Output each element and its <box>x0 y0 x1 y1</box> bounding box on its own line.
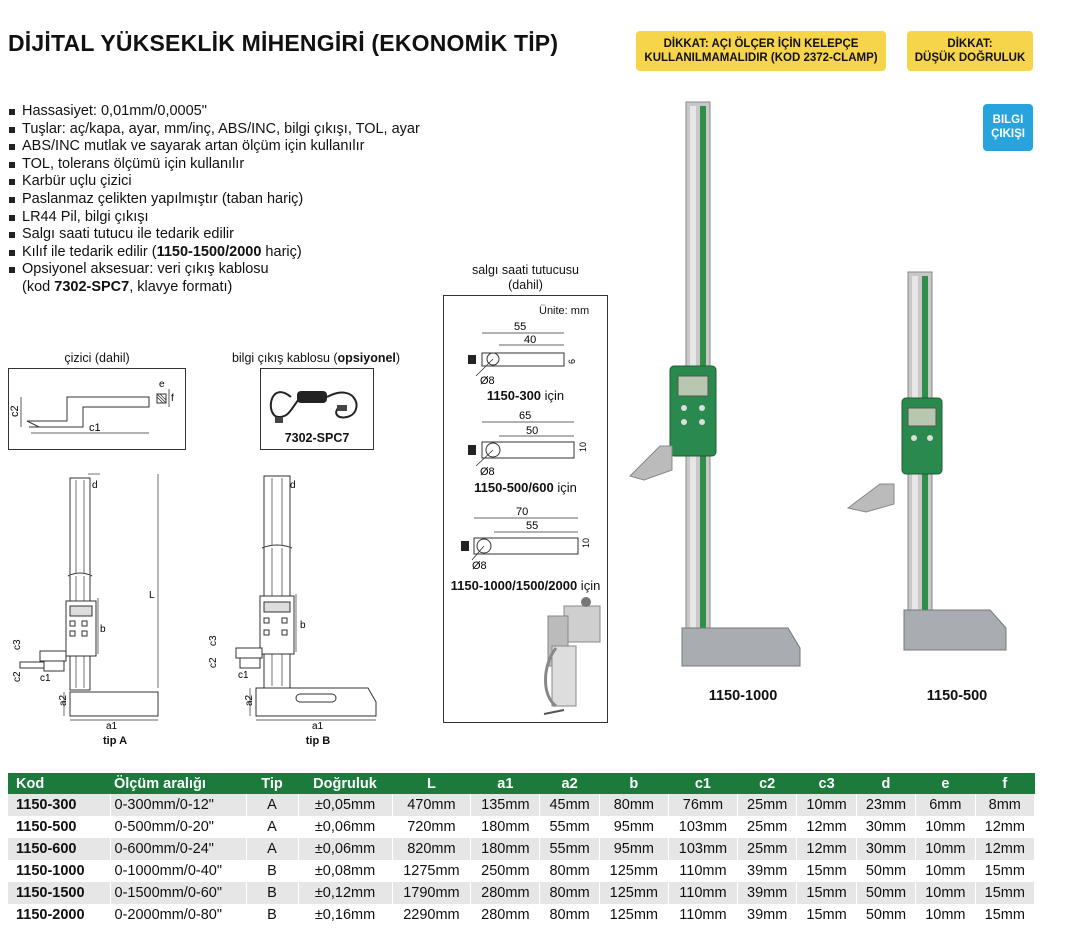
cable-caption-pre: bilgi çıkış kablosu ( <box>231 351 338 365</box>
table-cell: 15mm <box>797 882 856 904</box>
table-cell-code: 1150-500 <box>8 816 110 838</box>
table-cell: 0-1500mm/0-60" <box>110 882 246 904</box>
table-cell: 50mm <box>856 860 915 882</box>
table-cell: 95mm <box>599 838 668 860</box>
clamp-warning-badge: DİKKAT: AÇI ÖLÇER İÇİN KELEPÇE KULLANILMAMALIDIR (KOD 2372-CLAMP) <box>636 31 886 71</box>
table-cell: 0-300mm/0-12" <box>110 794 246 816</box>
holder-caption-line2: (dahil) <box>508 278 543 292</box>
opt-pre: (kod <box>22 278 55 295</box>
table-cell: 1790mm <box>392 882 471 904</box>
product-photo-1150-1000 <box>620 96 820 676</box>
table-cell: B <box>246 904 298 926</box>
d3-height-label: 10 <box>581 537 591 548</box>
table-cell: 0-1000mm/0-40" <box>110 860 246 882</box>
table-header: c3 <box>797 773 856 794</box>
table-header: b <box>599 773 668 794</box>
type-b-drawing <box>200 466 384 736</box>
table-header: c2 <box>737 773 796 794</box>
table-cell: 80mm <box>540 904 599 926</box>
table-cell-code: 1150-300 <box>8 794 110 816</box>
case-pre: Kılıf ile tedarik edilir ( <box>22 243 157 260</box>
table-header: d <box>856 773 915 794</box>
table-cell: 10mm <box>916 860 975 882</box>
type-a-label-L: L <box>149 590 155 601</box>
d3-suffix: için <box>577 578 601 593</box>
table-cell: 10mm <box>916 882 975 904</box>
type-a-label-a2: a2 <box>58 694 69 706</box>
feature-item: Karbür uçlu çizici <box>8 173 420 191</box>
d2-inner-label: 50 <box>526 425 539 437</box>
table-cell: 12mm <box>975 838 1034 860</box>
spec-table <box>8 773 1035 926</box>
table-cell: 110mm <box>668 904 737 926</box>
table-cell-code: 1150-1500 <box>8 882 110 904</box>
table-cell: ±0,06mm <box>298 838 392 860</box>
table-row <box>8 794 1035 816</box>
scriber-svg <box>9 369 185 449</box>
table-header-row <box>8 773 1035 794</box>
type-a-label-c2: c2 <box>12 671 23 682</box>
table-cell: 180mm <box>471 838 540 860</box>
scriber-label-c2: c2 <box>9 405 21 417</box>
table-cell: 8mm <box>975 794 1034 816</box>
cable-caption <box>216 351 416 365</box>
table-header: Ölçüm aralığı <box>110 773 246 794</box>
table-cell: 10mm <box>916 904 975 926</box>
table-cell: 55mm <box>540 816 599 838</box>
type-b-label-a2: a2 <box>244 694 255 706</box>
table-cell: 10mm <box>916 838 975 860</box>
type-b-label-b: b <box>300 620 306 631</box>
scriber-drawing <box>8 368 186 450</box>
opt-post: , klavye formatı) <box>129 278 233 295</box>
table-cell: B <box>246 860 298 882</box>
d2-suffix: için <box>553 480 577 495</box>
table-cell: 12mm <box>797 838 856 860</box>
table-cell: 55mm <box>540 838 599 860</box>
table-cell: 0-2000mm/0-80" <box>110 904 246 926</box>
type-a-drawing <box>4 466 176 736</box>
type-b-label-c1: c1 <box>238 670 249 681</box>
table-cell: 250mm <box>471 860 540 882</box>
d1-model: 1150-300 <box>486 388 542 403</box>
d1-suffix: için <box>541 388 565 403</box>
type-b-label-c3: c3 <box>208 635 219 646</box>
d2-caption <box>444 480 607 495</box>
cable-icon <box>261 369 373 429</box>
type-a-caption: tip A <box>102 735 128 747</box>
table-cell-code: 1150-600 <box>8 838 110 860</box>
table-cell: 0-500mm/0-20" <box>110 816 246 838</box>
table-cell: 135mm <box>471 794 540 816</box>
type-a-label-a1: a1 <box>106 721 118 732</box>
table-cell: B <box>246 882 298 904</box>
table-cell: 10mm <box>797 794 856 816</box>
d2-height-label: 10 <box>578 441 588 452</box>
table-cell-code: 1150-1000 <box>8 860 110 882</box>
table-cell: 720mm <box>392 816 471 838</box>
d3-outer-label: 70 <box>516 506 529 518</box>
type-a-label-b: b <box>100 624 106 635</box>
table-cell: 15mm <box>797 904 856 926</box>
d1-caption <box>444 388 607 403</box>
table-cell: ±0,08mm <box>298 860 392 882</box>
holder-panel <box>443 295 608 723</box>
table-cell: 125mm <box>599 860 668 882</box>
table-cell-code: 1150-2000 <box>8 904 110 926</box>
accuracy-warning-line2: DÜŞÜK DOĞRULUK <box>914 52 1026 64</box>
table-cell: 110mm <box>668 882 737 904</box>
table-cell: ±0,16mm <box>298 904 392 926</box>
d3-dia-label: Ø8 <box>472 560 487 572</box>
d2-model: 1150-500/600 <box>474 480 554 495</box>
table-cell: 280mm <box>471 882 540 904</box>
table-cell: 15mm <box>975 860 1034 882</box>
feature-item: TOL, tolerans ölçümü için kullanılır <box>8 156 420 174</box>
feature-item: ABS/INC mutlak ve sayarak artan ölçüm için kullanılır <box>8 138 420 156</box>
table-cell: 39mm <box>737 904 796 926</box>
table-cell: 39mm <box>737 860 796 882</box>
table-cell: 50mm <box>856 882 915 904</box>
table-cell: 80mm <box>599 794 668 816</box>
holder-caption-line1: salgı saati tutucusu <box>471 263 579 277</box>
table-cell: 103mm <box>668 816 737 838</box>
table-cell: 6mm <box>916 794 975 816</box>
scriber-label-e: e <box>159 379 165 390</box>
table-header: Kod <box>8 773 110 794</box>
d1-dia-label: Ø8 <box>480 375 495 387</box>
table-row <box>8 838 1035 860</box>
feature-item: LR44 Pil, bilgi çıkışı <box>8 209 420 227</box>
table-cell: ±0,12mm <box>298 882 392 904</box>
scriber-label-c1: c1 <box>89 422 101 434</box>
table-cell: 25mm <box>737 838 796 860</box>
table-header: f <box>975 773 1034 794</box>
table-cell: 50mm <box>856 904 915 926</box>
table-cell: 15mm <box>975 882 1034 904</box>
table-cell: 30mm <box>856 816 915 838</box>
table-header: Doğruluk <box>298 773 392 794</box>
model-label-1150-1000: 1150-1000 <box>708 688 778 704</box>
table-cell: 76mm <box>668 794 737 816</box>
table-row <box>8 882 1035 904</box>
table-cell: 103mm <box>668 838 737 860</box>
table-cell: 23mm <box>856 794 915 816</box>
type-b-label-c2: c2 <box>208 657 219 668</box>
table-cell: 180mm <box>471 816 540 838</box>
scriber-label-f: f <box>171 393 174 404</box>
spec-table-body <box>8 794 1035 926</box>
table-row <box>8 860 1035 882</box>
d1-height-label: 6 <box>567 358 577 364</box>
d3-caption <box>444 578 607 593</box>
table-cell: 25mm <box>737 794 796 816</box>
feature-list <box>8 103 420 297</box>
table-cell: 15mm <box>975 904 1034 926</box>
table-header: Tip <box>246 773 298 794</box>
table-cell: 125mm <box>599 882 668 904</box>
table-cell: 110mm <box>668 860 737 882</box>
table-cell: 39mm <box>737 882 796 904</box>
opt-bold: 7302-SPC7 <box>54 278 130 295</box>
feature-item-cont <box>8 279 420 297</box>
type-b-caption: tip B <box>305 735 331 747</box>
feature-item: Opsiyonel aksesuar: veri çıkış kablosu <box>8 261 420 279</box>
type-a-label-c3: c3 <box>12 639 23 650</box>
accuracy-warning-badge <box>907 31 1033 71</box>
feature-item: Tuşlar: aç/kapa, ayar, mm/inç, ABS/INC, bilgi çıkışı, TOL, ayar <box>8 121 420 139</box>
table-header: c1 <box>668 773 737 794</box>
type-a-label-d: d <box>92 480 98 491</box>
cable-code: 7302-SPC7 <box>284 431 350 445</box>
table-cell: A <box>246 794 298 816</box>
d2-dia-label: Ø8 <box>480 466 495 478</box>
case-bold: 1150-1500/2000 <box>156 243 262 260</box>
table-cell: 820mm <box>392 838 471 860</box>
table-cell: 80mm <box>540 882 599 904</box>
table-row <box>8 904 1035 926</box>
table-cell: 125mm <box>599 904 668 926</box>
type-b-label-a1: a1 <box>312 721 324 732</box>
type-b-label-d: d <box>290 480 296 491</box>
holder-caption <box>443 263 608 293</box>
data-output-badge <box>983 104 1033 151</box>
page-title: DİJİTAL YÜKSEKLİK MİHENGİRİ (EKONOMİK TİP) <box>8 30 559 56</box>
product-photo-1150-500 <box>840 268 1020 676</box>
table-header: L <box>392 773 471 794</box>
d3-inner-label: 55 <box>526 520 539 532</box>
d2-outer-label: 65 <box>519 410 532 422</box>
table-cell: ±0,06mm <box>298 816 392 838</box>
table-header: a2 <box>540 773 599 794</box>
table-cell: 2290mm <box>392 904 471 926</box>
table-header: e <box>916 773 975 794</box>
table-cell: A <box>246 816 298 838</box>
holder-unit: Ünite: mm <box>539 305 590 317</box>
d1-inner-label: 40 <box>524 334 537 346</box>
table-cell: A <box>246 838 298 860</box>
case-post: hariç) <box>261 243 302 260</box>
cable-drawing <box>260 368 374 450</box>
scriber-caption: çizici (dahil) <box>64 351 130 365</box>
table-cell: 30mm <box>856 838 915 860</box>
table-cell: 15mm <box>797 860 856 882</box>
feature-item: Paslanmaz çelikten yapılmıştır (taban hariç) <box>8 191 420 209</box>
accuracy-warning-line1: DİKKAT: <box>947 38 993 50</box>
data-output-line1: BILGI <box>992 114 1024 126</box>
cable-caption-post: ) <box>395 351 401 365</box>
table-cell: 1275mm <box>392 860 471 882</box>
table-cell: 95mm <box>599 816 668 838</box>
feature-item-case <box>8 244 420 262</box>
table-cell: ±0,05mm <box>298 794 392 816</box>
table-cell: 80mm <box>540 860 599 882</box>
table-cell: 45mm <box>540 794 599 816</box>
feature-item: Hassasiyet: 0,01mm/0,0005" <box>8 103 420 121</box>
feature-item: Salgı saati tutucu ile tedarik edilir <box>8 226 420 244</box>
holder-svg <box>444 296 607 722</box>
d1-outer-label: 55 <box>514 321 527 333</box>
model-label-1150-500: 1150-500 <box>926 688 988 704</box>
table-cell: 280mm <box>471 904 540 926</box>
data-output-line2: ÇIKIŞI <box>991 128 1025 140</box>
table-cell: 25mm <box>737 816 796 838</box>
table-cell: 10mm <box>916 816 975 838</box>
table-cell: 0-600mm/0-24" <box>110 838 246 860</box>
table-cell: 12mm <box>975 816 1034 838</box>
table-row <box>8 816 1035 838</box>
table-header: a1 <box>471 773 540 794</box>
d3-model: 1150-1000/1500/2000 <box>450 578 578 593</box>
type-a-label-c1: c1 <box>40 673 51 684</box>
cable-caption-bold: opsiyonel <box>337 351 396 365</box>
table-cell: 12mm <box>797 816 856 838</box>
table-cell: 470mm <box>392 794 471 816</box>
